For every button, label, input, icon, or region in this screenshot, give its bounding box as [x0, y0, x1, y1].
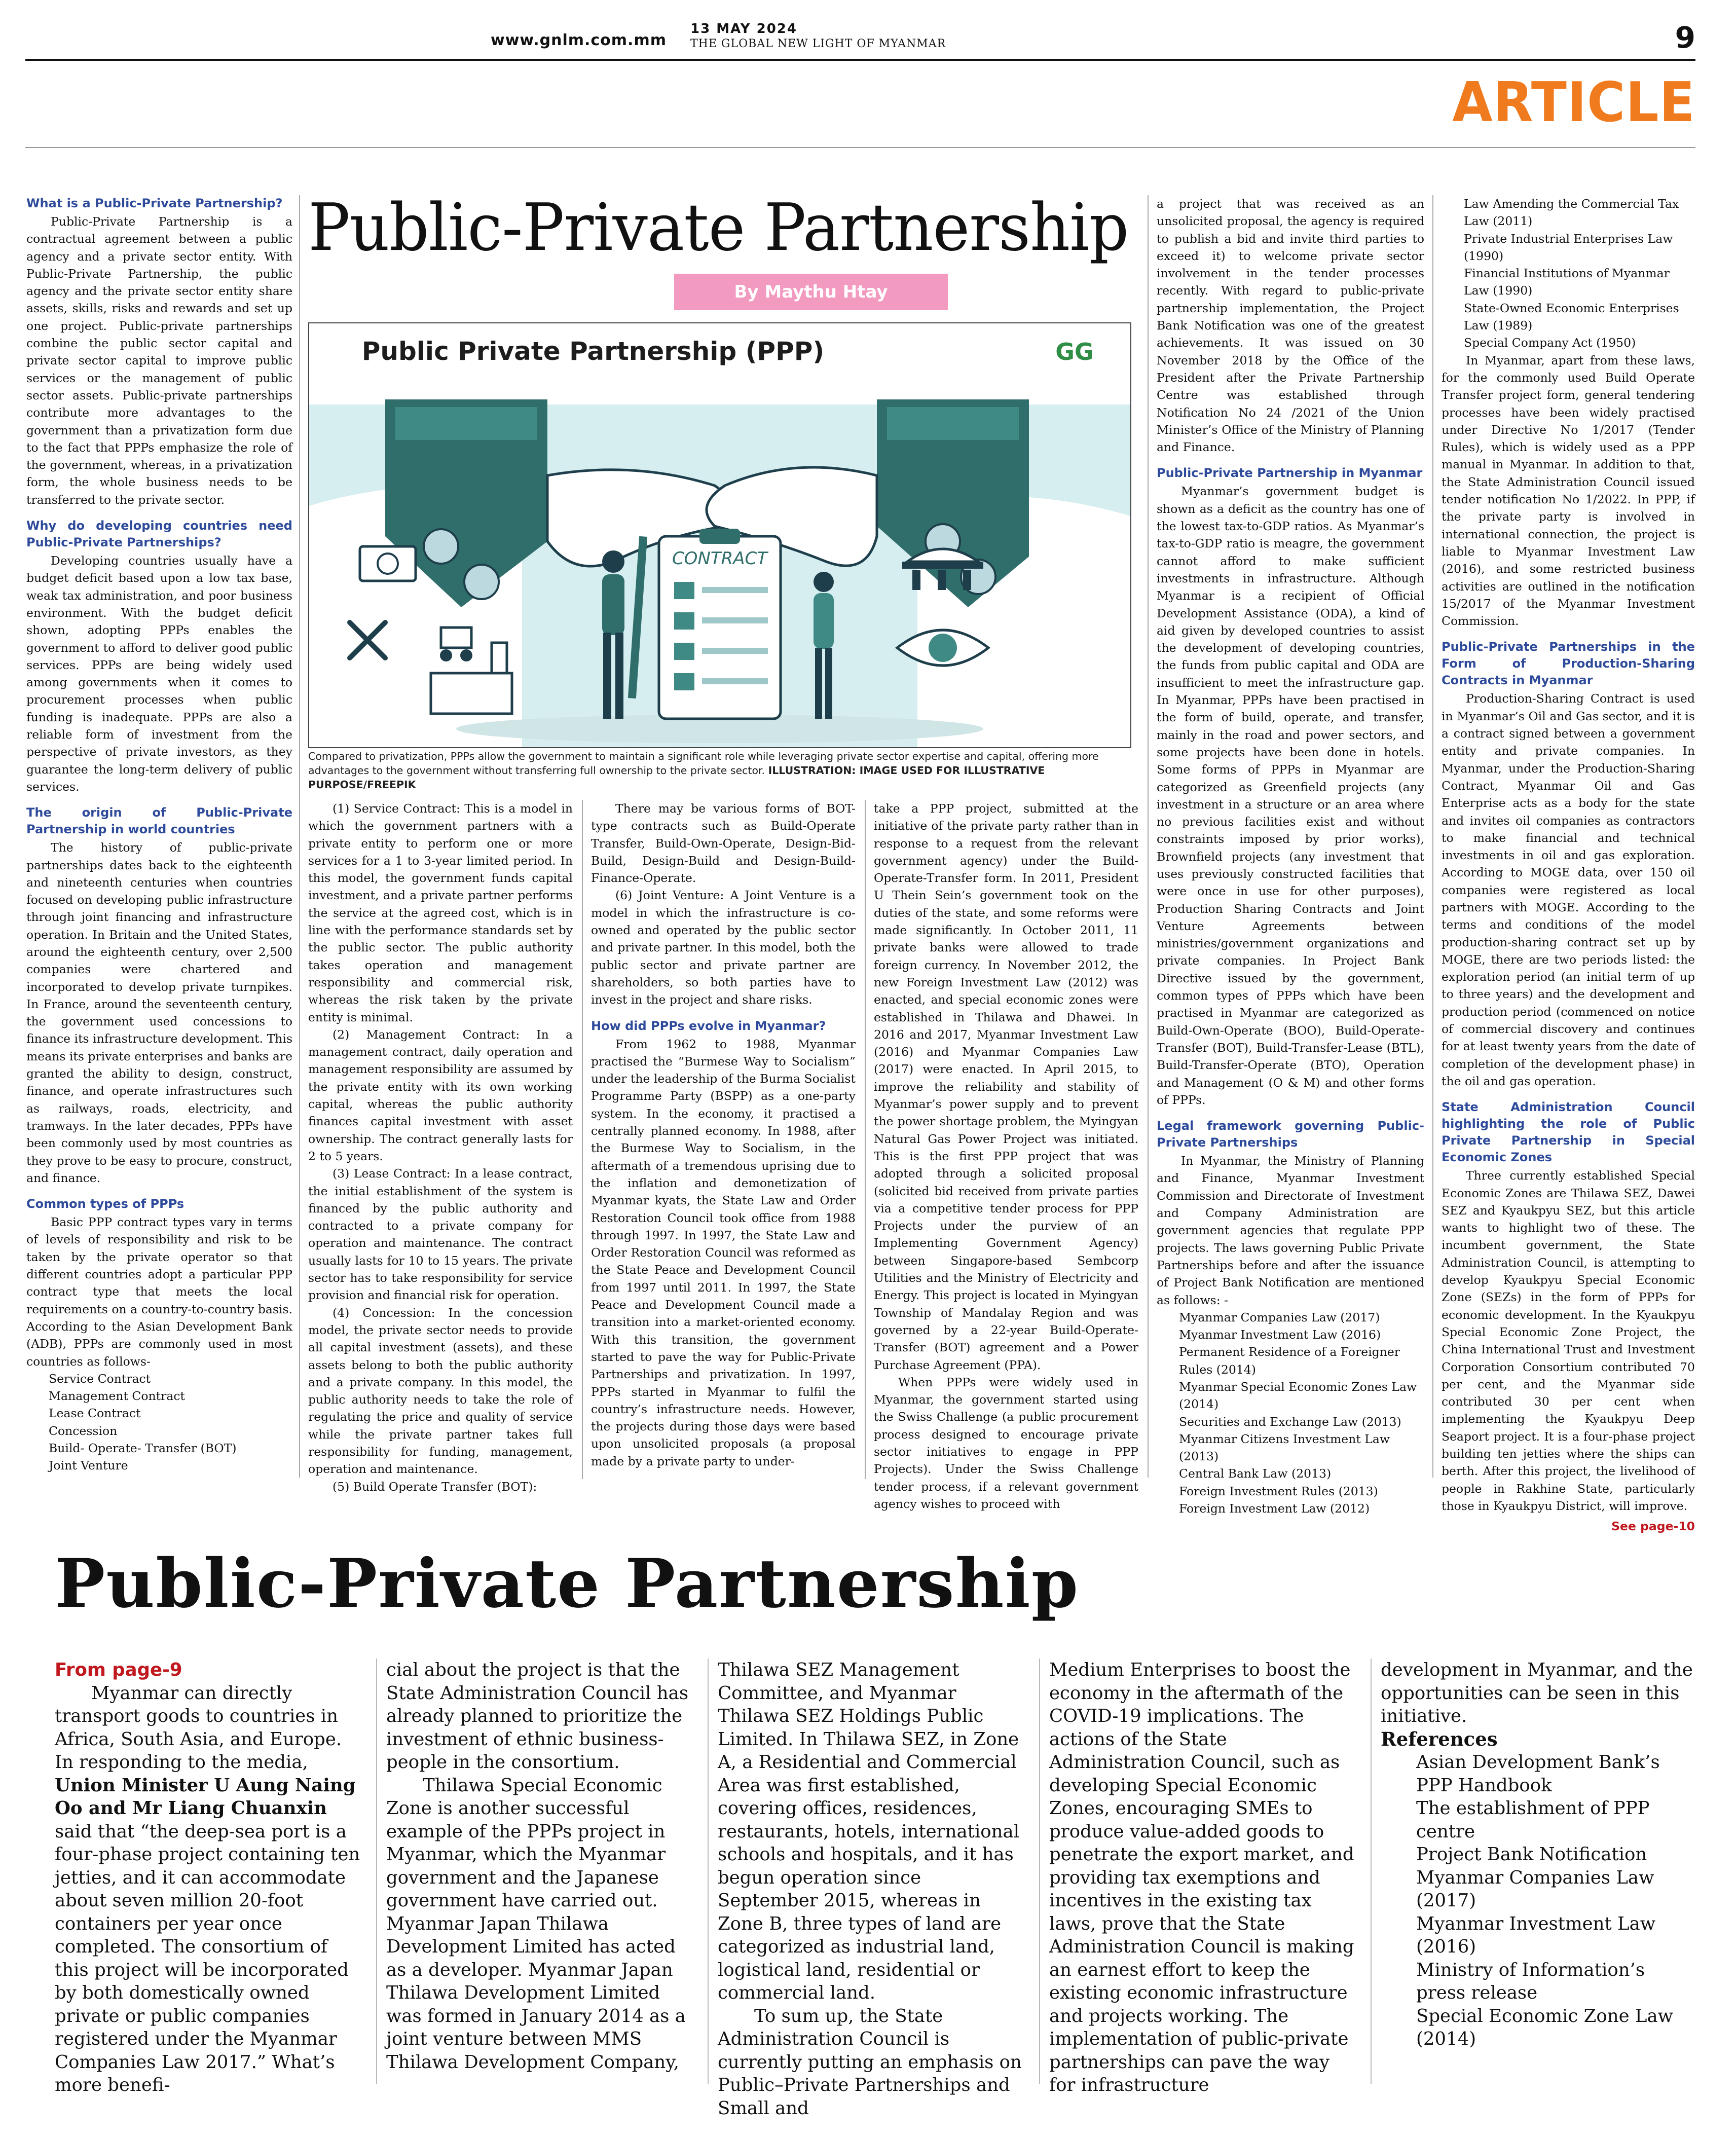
paragraph: The history of public-private partnerships dates back to the eighteenth and nineteenth centuries when countries focused on developing public infrastructure through joint financing and infrastructure operation. In Britain and the United States, around the eighteenth century, over 2,500 companies were chartered and incorporated to develop private turnpikes. In France, around the seventeenth century, the government used concessions to finance its infrastructure development. This means its private enterprises and banks are granted the ability to design, construct, finance, and operate infrastructures such as railways, roads, electricity, and tramways. In the later decades, PPPs have been commonly used by most countries as they prove to be easy to procure, construct, and finance.	[26, 840, 292, 1185]
list-item: Myanmar Investment Law (2016)	[1179, 1328, 1381, 1342]
reference-item: Myanmar Companies Law (2017)	[1416, 1867, 1654, 1911]
from-page-label: From page-9	[55, 1660, 182, 1680]
paragraph: Medium Enterprises to boost the economy in the aftermath of the COVID-19 implications. The actions of the State Administration Council, such as developing Special Economic Zones, encouraging SMEs to produce value-added goods to penetrate the export market, and providing tax exemptions and incentives in the existing tax laws, prove that the State Administration Council is making an earnest effort to keep the existing economic infrastructure and projects working. The implementation of public-private partnerships can pave the way for infrastructure	[1049, 1660, 1354, 2095]
reference-item: Project Bank Notification	[1416, 1844, 1647, 1865]
page-number: 9	[1675, 20, 1695, 55]
subhead: The origin of Public-Private Partnership in world countries	[26, 805, 292, 837]
paragraph: (3) Lease Contract: In a lease contract, the initial establishment of the system is financed by the public authority and contracted to a private company for operation and maintenance. The contract usually lasts for 10 to 15 years. The private sector has to take responsibility for service provision and financial risk for operation.	[308, 1166, 573, 1303]
laws-list	[1157, 1309, 1424, 1518]
byline: By Maythu Htay	[674, 274, 948, 310]
subhead: What is a Public-Private Partnership?	[26, 196, 283, 210]
paragraph: Developing countries usually have a budget deficit based upon a low tax base, weak tax administration, and poor business environment. With the budget deficit shown, adopting PPPs enables the government to afford to deliver good public services. PPPs are being widely used among governments when it comes to procurement processes when public funding is inadequate. PPPs are also a reliable form of investment from the perspective of private investors, as they guarantee the long-term delivery of public services.	[26, 554, 292, 794]
references-heading: References	[1381, 1727, 1498, 1750]
column-divider	[708, 1659, 709, 2084]
section-rule	[25, 147, 1695, 148]
column-divider	[582, 800, 583, 1479]
illustration-title: Public Private Partnership (PPP)	[361, 337, 825, 366]
article-column-4	[874, 800, 1138, 1513]
paragraph-text: said that “the deep-sea port is a four-phase project containing ten jetties, and it can accommodate about seven million 20-foot containers per year once completed. The consortium of this project will be incorporated by both domestically owned private or public companies registered under the Myanmar Companies Law 2017.” What’s more benefi-	[55, 1821, 360, 2095]
paragraph: (4) Concession: In the concession model, the private sector needs to provide all capital investment (assets), and these assets belong to both the public authority and a private company. In this model, the public authority needs to take the role of regulating the price and quality of service while the private partner takes full responsibility for funding, management, operation and maintenance.	[308, 1305, 573, 1477]
list-item: Foreign Investment Law (2012)	[1179, 1501, 1370, 1516]
paragraph: To sum up, the State Administration Council is currently putting an emphasis on Public–Private Partnerships and Small and	[718, 2005, 1022, 2119]
list-item: Management Contract	[49, 1389, 185, 1404]
ppp-illustration	[308, 322, 1131, 748]
paragraph: a project that was received as an unsolicited proposal, the agency is required to publish a bid and invite third parties to exceed it) to welcome private sector involvement in the tender processes recently. With regard to public-private partnership implementation, the Project Bank Notification was one of the greatest achievements. It was issued on 30 November 2018 by the Office of the President after the Private Partnership Centre was established through Notification No 24 /2021 of the Union Minister’s Office of the Ministry of Planning and Finance.	[1157, 197, 1424, 455]
paragraph: (2) Management Contract: In a management contract, daily operation and management responsibility are assumed by the private entity with its own working capital, whereas the public authority finances capital investment with asset ownership. The contract generally lasts for 2 to 5 years.	[308, 1027, 573, 1163]
paragraph: (1) Service Contract: This is a model in which the government partners with a private entity to perform one or more services for a 1 to 3-year limited period. In this model, the government funds capital investment, and a private partner performs the service at the agreed cost, which is in line with the performance standards set by the public sector. The public authority takes operation and management responsibility and commercial risk, whereas the risk taken by the private entity is minimal.	[308, 801, 573, 1024]
quoted-names: Union Minister U Aung Naing Oo and Mr Liang Chuanxin	[55, 1775, 356, 1819]
list-item: Foreign Investment Rules (2013)	[1179, 1484, 1378, 1498]
list-item: Special Company Act (1950)	[1464, 336, 1636, 350]
reference-item: The establishment of PPP centre	[1416, 1798, 1650, 1842]
ppp-types-list	[26, 1370, 292, 1475]
gfg-logo-icon: GG	[1055, 338, 1094, 365]
ppp-illustration-graphic	[309, 323, 1130, 747]
list-item: Law Amending the Commercial Tax Law (2011)	[1464, 197, 1679, 229]
subhead: Why do developing countries need Public-Private Partnerships?	[26, 519, 292, 550]
references-list	[1381, 1751, 1695, 2051]
paragraph: In Myanmar, the Ministry of Planning and Finance, Myanmar Investment Commission and Directorate of Investment and Company Administration are government agencies that regulate PPP projects. The laws governing Public Private Partnerships before and after the issuance of Project Bank Notification are mentioned as follows: -	[1157, 1154, 1424, 1307]
column-divider	[299, 195, 300, 1478]
subhead: How did PPPs evolve in Myanmar?	[591, 1018, 826, 1033]
list-item: Central Bank Law (2013)	[1179, 1466, 1332, 1481]
section-label: ARTICLE	[1452, 71, 1695, 134]
continuation-column-1	[55, 1659, 364, 2097]
list-item: Securities and Exchange Law (2013)	[1179, 1414, 1401, 1429]
caption-credit: ILLUSTRATION: IMAGE USED FOR ILLUSTRATIVE PURPOSE/FREEPIK	[308, 764, 1045, 791]
column-divider	[1039, 1659, 1040, 2084]
list-item: Permanent Residence of a Foreigner Rules (2014)	[1179, 1345, 1400, 1377]
continuation-column-5	[1381, 1659, 1695, 2051]
caption-text: Compared to privatization, PPPs allow the government to maintain a significant role while leveraging private sector expertise and capital, offering more advantages to the government without transferring full ownership to the private sector.	[308, 750, 1099, 777]
see-page-link[interactable]: See page-10	[1611, 1519, 1695, 1534]
paragraph: Three currently established Special Economic Zones are Thilawa SEZ, Dawei SEZ and Kyaukpyu SEZ, but this article wants to highlight two of these. The incumbent government, the State Administration Council, is attempting to develop Kyaukpyu Special Economic Zone (SEZs) in the form of PPPs for economic development. In the Kyaukpyu Special Economic Zone Project, the China International Trust and Investment Corporation Consortium contributed 70 per cent, and the Myanmar side contributed 30 per cent when implementing the Kyaukpyu Deep Seaport project. It is a four-phase project building ten jetties where the ships can berth. After this project, the livelihood of people in Rakhine State, particularly those in Kyaukpyu District, will improve.	[1442, 1168, 1695, 1513]
list-item: Myanmar Citizens Investment Law (2013)	[1179, 1431, 1390, 1464]
article-column-2	[308, 800, 573, 1495]
list-item: Concession	[49, 1423, 118, 1438]
reference-item: Asian Development Bank’s PPP Handbook	[1416, 1752, 1660, 1796]
column-divider	[376, 1659, 377, 2084]
list-item: Financial Institutions of Myanmar Law (1990)	[1464, 266, 1670, 298]
list-item: Lease Contract	[49, 1406, 141, 1421]
paragraph: Myanmar’s government budget is shown as a deficit as the country has one of the lowest tax-to-GDP ratios. As Myanmar’s tax-to-GDP ratio is meagre, the government cannot afford to make sufficient investments in infrastructure. Although Myanmar is a recipient of Official Development Assistance (ODA), a kind of aid given by developed countries to assist the development of developing countries, the funds from public capital and ODA are insufficient to meet the infrastructure gap. In Myanmar, PPPs have been practised in the form of build, operate, and transfer, mainly in the road and power sectors, and some projects have been done in hotels. Some forms of PPPs in Myanmar are categorized as Greenfield projects (any investment in a structure or an area where no previous facilities exist and without constraints imposed by prior works), Brownfield projects (any investment that uses previously constructed facilities that were once in use for other purposes), Production Sharing Contracts and Joint Venture Agreements between ministries/government organizations and private companies. In Project Bank Directive issued by the government, common types of PPPs which have been practised in Myanmar are categorized as Build-Own-Operate (BOO), Build-Operate-Transfer (BOT), Build-Transfer-Lease (BTL), Build-Transfer-Operate (BTO), Operation and Management (O & M) and other forms of PPPs.	[1157, 484, 1424, 1107]
illustration-caption	[308, 749, 1129, 792]
continuation-column-3	[718, 1659, 1027, 2120]
paragraph: In Myanmar, apart from these laws, for the commonly used Build Operate Transfer project form, general tendering processes have been widely practised under Directive No 1/2017 (Tender Rules), which is widely used as a PPP manual in Myanmar. In addition to that, the State Administration Council issued tender notification No 1/2022. In PPP, if the private party is involved in international connection, the project is liable to Myanmar Investment Law (2016), and some restricted business activities are outlined in the notification 15/2017 of the Myanmar Investment Commission.	[1442, 353, 1695, 629]
column-divider	[1371, 1659, 1372, 2084]
paragraph: Basic PPP contract types vary in terms of levels of responsibility and risk to be taken by the private operator so that different countries adopt a particular PPP contract type that meets the local requirements on a country-to-country basis. According to the Asian Development Bank (ADB), PPPs are commonly used in most countries as follows-	[26, 1215, 292, 1369]
article-column-6	[1442, 195, 1695, 1535]
column-divider	[1148, 195, 1149, 1478]
paragraph-text: Myanmar can directly transport goods to countries in Africa, South Asia, and Europe. In responding to the media,	[55, 1682, 342, 1773]
paragraph: Thilawa SEZ Management Committee, and Myanmar Thilawa SEZ Holdings Public Limited. In Thilawa SEZ, in Zone A, a Residential and Commercial Area was first established, covering offices, residences, restaurants, hotels, international schools and hospitals, and it has begun operation since September 2015, whereas in Zone B, three types of land are categorized as industrial land, logistical land, residential or commercial land.	[718, 1660, 1020, 2003]
paragraph: development in Myanmar, and the opportunities can be seen in this initiative.	[1381, 1660, 1693, 1726]
continuation-headline: Public-Private Partnership	[55, 1544, 1080, 1623]
paragraph: Production-Sharing Contract is used in Myanmar’s Oil and Gas sector, and it is a contract signed between a government entity and private companies. In Myanmar, under the Production-Sharing Contract, Myanmar Oil and Gas Enterprise acts as a body for the state and invites oil companies as contractors to make financial and technical investments in oil and gas exploration. According to MOGE data, over 150 oil companies were registered as local partners with MOGE. According to the terms and conditions of the model production-sharing contract set up by MOGE, there are two periods listed: the exploration period (an initial term of up to three years) and the development and production period (commenced on notice of commercial discovery and continues for at least twenty years from the date of completion of the development phase) in the oil and gas operation.	[1442, 691, 1695, 1088]
paragraph	[55, 1682, 364, 2097]
paragraph: From 1962 to 1988, Myanmar practised the “Burmese Way to Socialism” under the leadership of the Burma Socialist Programme Party (BSPP) as a one-party system. In the economy, it practised a centrally planned economy. In 1988, after the Burmese Way to Socialism, in the aftermath of a tremendous uprising due to the inflation and demonetization of Myanmar kyats, the State Law and Order Restoration Council took office from 1988 through 1997. In 1997, the State Law and Order Restoration Council was reformed as the State Peace and Development Council from 1997 until 2011. In 1997, the State Peace and Development Council made a transition into a market-oriented economy. With this transition, the government started to pave the way for Public-Private Partnerships and privatization. In 1997, PPPs started in Myanmar to fulfil the country’s infrastructure needs. However, the projects during those days were based upon unsolicited proposals (a proposal made by a private party to under-	[591, 1037, 856, 1468]
column-divider	[865, 800, 866, 1479]
paper-name: THE GLOBAL NEW LIGHT OF MYANMAR	[690, 38, 946, 50]
reference-item: Special Economic Zone Law (2014)	[1416, 2005, 1674, 2049]
site-url: www.gnlm.com.mm	[491, 31, 667, 49]
subhead: State Administration Council highlighting the role of Public Private Partnership in Special Economic Zones	[1442, 1100, 1695, 1165]
list-item: Myanmar Companies Law (2017)	[1179, 1310, 1380, 1324]
paragraph: (5) Build Operate Transfer (BOT):	[333, 1479, 537, 1494]
subhead: Common types of PPPs	[26, 1197, 184, 1211]
subhead: Public-Private Partnerships in the Form of Production-Sharing Contracts in Myanmar	[1442, 640, 1695, 688]
reference-item: Myanmar Investment Law (2016)	[1416, 1913, 1656, 1957]
issue-date: 13 MAY 2024	[690, 21, 797, 36]
article-column-3	[591, 800, 856, 1470]
column-divider	[1432, 195, 1433, 1478]
list-item: Service Contract	[49, 1371, 151, 1386]
article-column-1	[26, 195, 292, 1475]
continuation-column-4	[1049, 1659, 1358, 2097]
article-column-5	[1157, 195, 1424, 1517]
paragraph: cial about the project is that the State Administration Council has already planned to prioritize the investment of ethnic business-people in the consortium.	[386, 1660, 689, 1773]
article-headline: Public-Private Partnership	[308, 190, 1129, 266]
paragraph: Thilawa Special Economic Zone is another successful example of the PPPs project in Myanmar, which the Myanmar government and the Japanese government have carried out. Myanmar Japan Thilawa Development Limited has acted as a developer. Myanmar Japan Thilawa Development Limited was formed in January 2014 as a joint venture between MMS Thilawa Development Company,	[386, 1775, 686, 2073]
list-item: Myanmar Special Economic Zones Law (2014)	[1179, 1380, 1417, 1412]
paragraph: When PPPs were widely used in Myanmar, the government started using the Swiss Challenge (a public procurement process designed to encourage private sector initiatives to engage in PPP Projects). Under the Swiss Challenge tender process, if a relevant government agency wishes to proceed with	[874, 1375, 1138, 1511]
paragraph: Public-Private Partnership is a contractual agreement between a public agency and a private sector entity. With Public-Private Partnership, the public agency and the private sector entity share assets, skills, risks and rewards and set up one project. Public-private partnerships combine the public sector capital and private sector capital to improve public services or the management of public sector assets. Public-private partnerships contribute more advantages to the government than a privatization form due to the fact that PPPs emphasize the role of the government, whereas, in a privatization form, the whole business needs to be transferred to the private sector.	[26, 214, 292, 507]
list-item: State-Owned Economic Enterprises Law (1989)	[1464, 301, 1679, 333]
subhead: Public-Private Partnership in Myanmar	[1157, 466, 1423, 481]
list-item: Private Industrial Enterprises Law (1990)	[1464, 231, 1673, 263]
reference-item: Ministry of Information’s press release	[1416, 1959, 1645, 2003]
contract-label: CONTRACT	[672, 548, 768, 569]
continuation-column-2	[386, 1659, 695, 2074]
list-item: Joint Venture	[49, 1458, 128, 1473]
masthead-rule	[25, 59, 1695, 61]
subhead: Legal framework governing Public-Private Partnerships	[1157, 1119, 1424, 1150]
laws-list-continued	[1442, 195, 1695, 352]
paragraph: There may be various forms of BOT-type contracts such as Build-Operate Transfer, Build-Own-Operate, Design-Bid-Build, Design-Build and Design-Build-Finance-Operate.	[591, 801, 856, 886]
list-item: Build- Operate- Transfer (BOT)	[49, 1441, 237, 1455]
paragraph: (6) Joint Venture: A Joint Venture is a model in which the infrastructure is co-owned and operated by the public sector and private partner. In this model, both the public sector and private partner are shareholders, so both parties have to invest in the project and share risks.	[591, 888, 856, 1007]
paragraph: take a PPP project, submitted at the initiative of the private party rather than in response to a request from the relevant government agency) under the Build-Operate-Transfer form. In 2011, President U Thein Sein’s government took on the duties of the state, and some reforms were made significantly. In October 2011, 11 private banks were allowed to trade foreign currency. In November 2012, the new Foreign Investment Law (2012) was enacted, and special economic zones were established in Thilawa and Dhawei. In 2016 and 2017, Myanmar Investment Law (2016) and Myanmar Companies Law (2017) were enacted. In April 2015, to improve the reliability and stability of Myanmar’s power supply and to prevent the power shortage problem, the Myingyan Natural Gas Power Project was initiated. This is the first PPP project that was adopted through a solicited proposal (solicited bid received from private parties via a competitive tender process for PPP Projects under the purview of an Implementing Government Agency) between Singapore-based Sembcorp Utilities and the Ministry of Electricity and Energy. This project is located in Myingyan Township of Mandalay Region and was governed by a 22-year Build-Operate-Transfer (BOT) agreement and a Power Purchase Agreement (PPA).	[874, 801, 1138, 1372]
